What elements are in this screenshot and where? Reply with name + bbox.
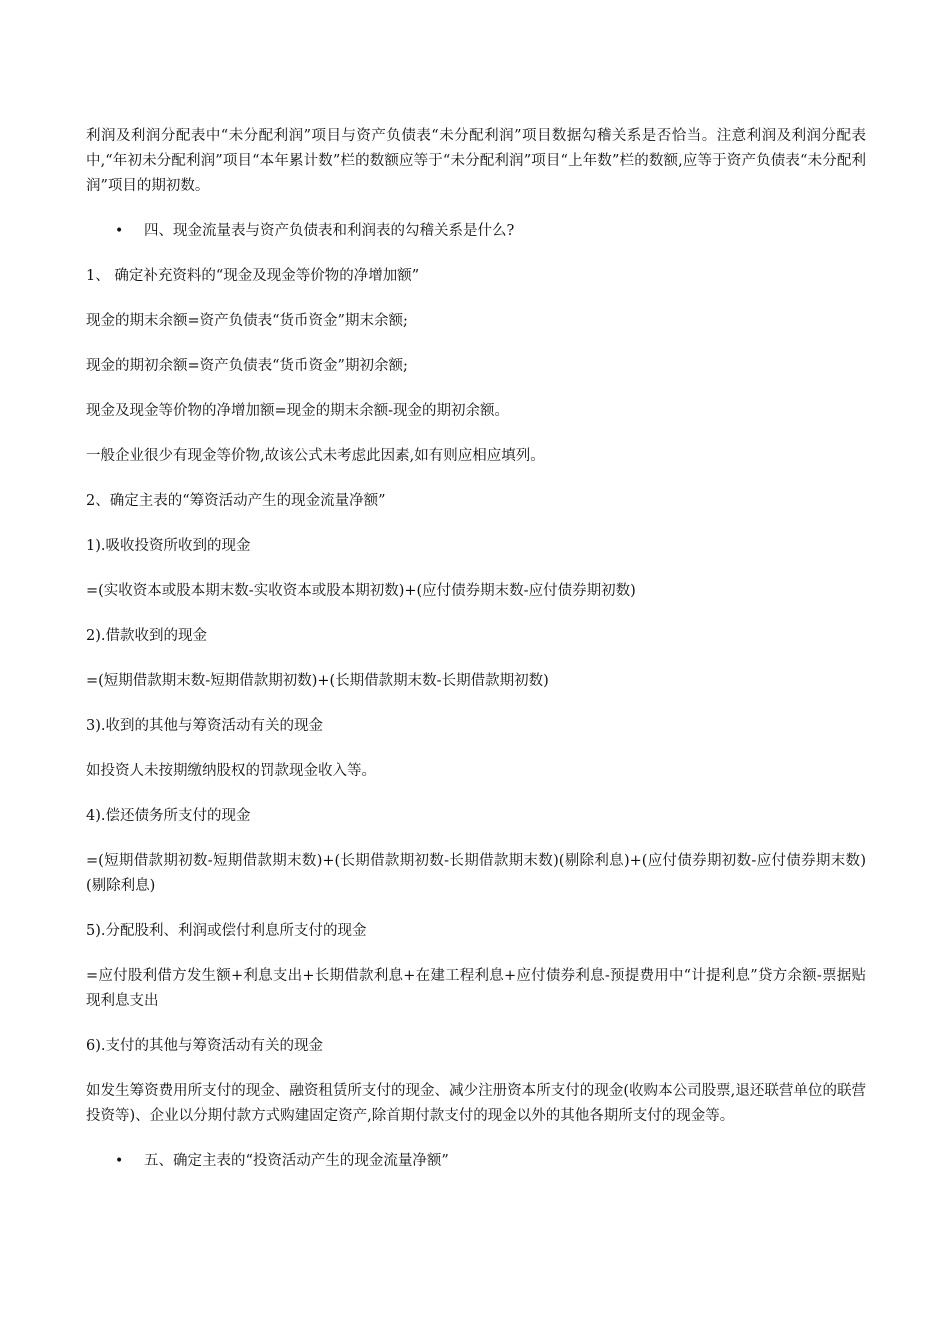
paragraph-profit-distribution-check: 利润及利润分配表中“未分配利润”项目与资产负债表“未分配利润”项目数据勾稽关系是否恰当。注意利润及利润分配表中,“年初未分配利润”项目“本年累计数”栏的数额应等于“未分配利润”项目“上年数”栏的数额,应等于资产负债表“未分配利润”项目的期初数。 [86, 128, 866, 194]
paragraph-cash-end-balance: 现金的期末余额=资产负债表“货币资金”期末余额; [86, 313, 408, 329]
item-6-title: 6).支付的其他与筹资活动有关的现金 [86, 1038, 323, 1054]
item-4-title: 4).偿还债务所支付的现金 [86, 808, 251, 824]
section-5-heading: 五、确定主表的“投资活动产生的现金流量净额” [144, 1153, 449, 1169]
item-2-title: 2).借款收到的现金 [86, 628, 207, 644]
item-5-title: 5).分配股利、利润或偿付利息所支付的现金 [86, 923, 367, 939]
item-2-formula: =(短期借款期末数-短期借款期初数)+(长期借款期末数-长期借款期初数) [86, 673, 549, 689]
item-1-formula: =(实收资本或股本期末数-实收资本或股本期初数)+(应付债券期末数-应付债券期初数) [86, 583, 636, 599]
bullet-heading-section-5 [86, 1149, 866, 1174]
bullet-icon: • [115, 223, 124, 239]
item-4-formula: =(短期借款期初数-短期借款期末数)+(长期借款期初数-长期借款期末数)(剔除利息)+(应付债券期初数-应付债券期末数)(剔除利息) [86, 853, 866, 894]
subheading-1: 1、 确定补充资料的“现金及现金等价物的净增加额” [86, 268, 420, 284]
bullet-icon: • [115, 1153, 124, 1169]
subheading-2: 2、确定主表的“筹资活动产生的现金流量净额” [86, 493, 386, 509]
item-6-text: 如发生筹资费用所支付的现金、融资租赁所支付的现金、减少注册资本所支付的现金(收购本公司股票,退还联营单位的联营投资等)、企业以分期付款方式购建固定资产,除首期付款支付的现金以外的其他各期所支付的现金等。 [86, 1083, 866, 1124]
document-page [86, 124, 866, 1194]
item-5-formula: =应付股利借方发生额+利息支出+长期借款利息+在建工程利息+应付债券利息-预提费用中“计提利息”贷方余额-票据贴现利息支出 [86, 968, 866, 1009]
paragraph-net-increase: 现金及现金等价物的净增加额=现金的期末余额-现金的期初余额。 [86, 403, 510, 419]
section-4-heading: 四、现金流量表与资产负债表和利润表的勾稽关系是什么? [144, 223, 515, 239]
paragraph-cash-equivalent-note: 一般企业很少有现金等价物,故该公式未考虑此因素,如有则应相应填列。 [86, 448, 545, 464]
item-1-title: 1).吸收投资所收到的现金 [86, 538, 251, 554]
item-3-text: 如投资人未按期缴纳股权的罚款现金收入等。 [86, 763, 376, 779]
paragraph-cash-begin-balance: 现金的期初余额=资产负债表“货币资金”期初余额; [86, 358, 408, 374]
bullet-heading-section-4 [86, 219, 866, 244]
item-3-title: 3).收到的其他与筹资活动有关的现金 [86, 718, 323, 734]
